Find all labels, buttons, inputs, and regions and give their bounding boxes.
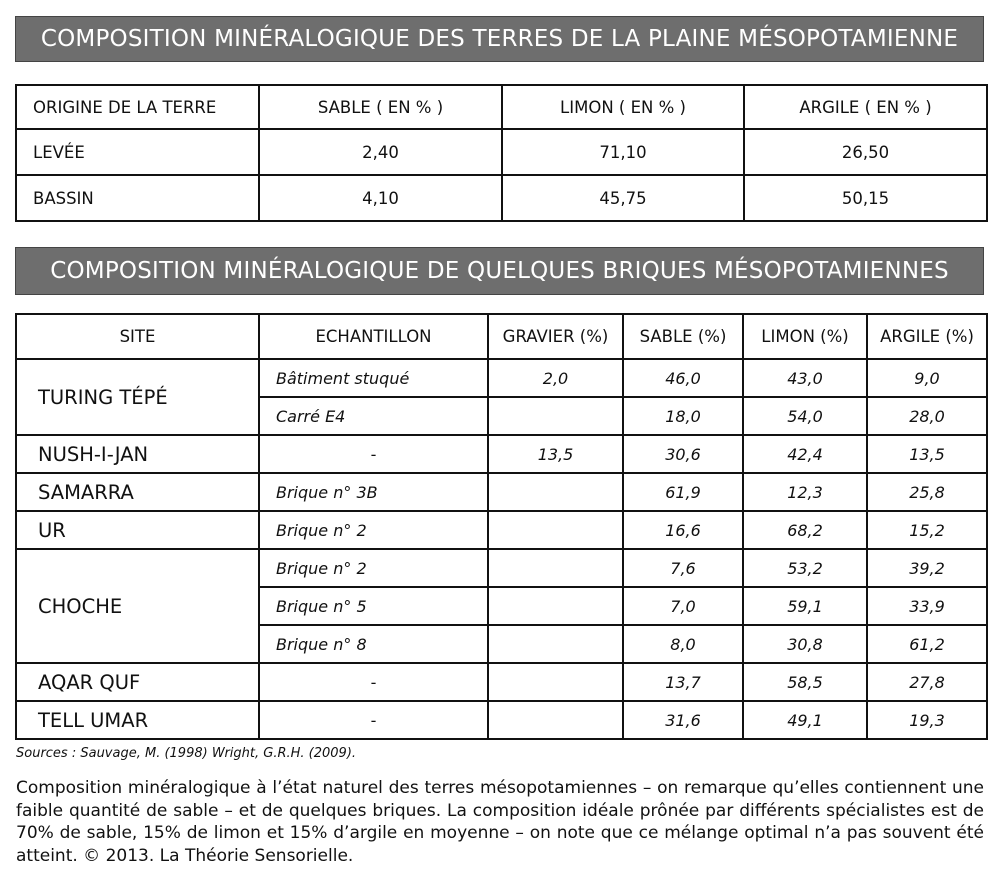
section1-title-banner bbox=[15, 16, 984, 62]
cell-limon: 49,1 bbox=[743, 701, 867, 739]
cell-gravier bbox=[488, 473, 623, 511]
cell-limon: 68,2 bbox=[743, 511, 867, 549]
header-argile: ARGILE ( EN % ) bbox=[744, 85, 987, 129]
cell-limon: 53,2 bbox=[743, 549, 867, 587]
header-echantillon: ECHANTILLON bbox=[259, 314, 488, 359]
cell-limon: 59,1 bbox=[743, 587, 867, 625]
cell-echantillon: Brique n° 3B bbox=[259, 473, 488, 511]
header-argile: ARGILE (%) bbox=[867, 314, 987, 359]
cell-sable: 16,6 bbox=[623, 511, 743, 549]
cell-gravier: 2,0 bbox=[488, 359, 623, 397]
cell-site: NUSH-I-JAN bbox=[16, 435, 259, 473]
cell-limon: 12,3 bbox=[743, 473, 867, 511]
cell-limon: 71,10 bbox=[502, 129, 744, 175]
cell-sable: 31,6 bbox=[623, 701, 743, 739]
cell-gravier: 13,5 bbox=[488, 435, 623, 473]
cell-gravier bbox=[488, 397, 623, 435]
cell-echantillon: - bbox=[259, 435, 488, 473]
table-header-row bbox=[16, 314, 987, 359]
cell-gravier bbox=[488, 625, 623, 663]
header-sable: SABLE ( EN % ) bbox=[259, 85, 502, 129]
cell-echantillon: Brique n° 2 bbox=[259, 511, 488, 549]
cell-argile: 27,8 bbox=[867, 663, 987, 701]
cell-gravier bbox=[488, 587, 623, 625]
cell-limon: 42,4 bbox=[743, 435, 867, 473]
cell-sable: 2,40 bbox=[259, 129, 502, 175]
cell-limon: 58,5 bbox=[743, 663, 867, 701]
cell-argile: 50,15 bbox=[744, 175, 987, 221]
cell-site: TELL UMAR bbox=[16, 701, 259, 739]
table-row bbox=[16, 701, 987, 739]
cell-site: SAMARRA bbox=[16, 473, 259, 511]
header-site: SITE bbox=[16, 314, 259, 359]
cell-argile: 25,8 bbox=[867, 473, 987, 511]
cell-echantillon: - bbox=[259, 701, 488, 739]
table-row bbox=[16, 511, 987, 549]
cell-argile: 15,2 bbox=[867, 511, 987, 549]
table-row bbox=[16, 435, 987, 473]
cell-argile: 26,50 bbox=[744, 129, 987, 175]
table-row bbox=[16, 359, 987, 397]
soil-composition-table bbox=[15, 84, 988, 222]
section2-title: COMPOSITION MINÉRALOGIQUE DE QUELQUES BRIQUES MÉSOPOTAMIENNES bbox=[50, 258, 949, 284]
cell-gravier bbox=[488, 663, 623, 701]
cell-site: AQAR QUF bbox=[16, 663, 259, 701]
brick-composition-table bbox=[15, 313, 988, 740]
cell-sable: 7,6 bbox=[623, 549, 743, 587]
cell-origine: BASSIN bbox=[16, 175, 259, 221]
cell-echantillon: Brique n° 5 bbox=[259, 587, 488, 625]
header-limon: LIMON (%) bbox=[743, 314, 867, 359]
cell-argile: 39,2 bbox=[867, 549, 987, 587]
table-row bbox=[16, 549, 987, 587]
cell-sable: 4,10 bbox=[259, 175, 502, 221]
header-gravier: GRAVIER (%) bbox=[488, 314, 623, 359]
cell-site: CHOCHE bbox=[16, 549, 259, 663]
cell-limon: 45,75 bbox=[502, 175, 744, 221]
cell-sable: 7,0 bbox=[623, 587, 743, 625]
table-row bbox=[16, 129, 987, 175]
header-limon: LIMON ( EN % ) bbox=[502, 85, 744, 129]
section2-title-banner bbox=[15, 247, 984, 295]
cell-argile: 13,5 bbox=[867, 435, 987, 473]
cell-argile: 9,0 bbox=[867, 359, 987, 397]
caption-text: Composition minéralogique à l’état naturel des terres mésopotamiennes – on remarque qu’elles contiennent une faible quantité de sable – et de quelques briques. La composition idéale prônée par différents spécialistes est de 70% de sable, 15% de limon et 15% d’argile en moyenne – on note que ce mélange optimal n’a pas souvent été atteint. © 2013. La Théorie Sensorielle. bbox=[16, 778, 984, 866]
cell-limon: 43,0 bbox=[743, 359, 867, 397]
section1-title: COMPOSITION MINÉRALOGIQUE DES TERRES DE LA PLAINE MÉSOPOTAMIENNE bbox=[40, 26, 959, 52]
cell-sable: 61,9 bbox=[623, 473, 743, 511]
cell-argile: 28,0 bbox=[867, 397, 987, 435]
cell-sable: 13,7 bbox=[623, 663, 743, 701]
cell-echantillon: Brique n° 8 bbox=[259, 625, 488, 663]
cell-sable: 18,0 bbox=[623, 397, 743, 435]
cell-argile: 61,2 bbox=[867, 625, 987, 663]
header-sable: SABLE (%) bbox=[623, 314, 743, 359]
cell-gravier bbox=[488, 511, 623, 549]
cell-echantillon: Carré E4 bbox=[259, 397, 488, 435]
cell-limon: 30,8 bbox=[743, 625, 867, 663]
table-header-row bbox=[16, 85, 987, 129]
cell-origine: LEVÉE bbox=[16, 129, 259, 175]
cell-sable: 46,0 bbox=[623, 359, 743, 397]
cell-argile: 19,3 bbox=[867, 701, 987, 739]
cell-limon: 54,0 bbox=[743, 397, 867, 435]
cell-argile: 33,9 bbox=[867, 587, 987, 625]
table-row bbox=[16, 473, 987, 511]
cell-sable: 30,6 bbox=[623, 435, 743, 473]
cell-echantillon: Bâtiment stuqué bbox=[259, 359, 488, 397]
cell-gravier bbox=[488, 701, 623, 739]
header-origine: ORIGINE DE LA TERRE bbox=[16, 85, 259, 129]
cell-echantillon: - bbox=[259, 663, 488, 701]
sources-note: Sources : Sauvage, M. (1998) Wright, G.R.H. (2009). bbox=[16, 746, 357, 761]
cell-site: UR bbox=[16, 511, 259, 549]
cell-site: TURING TÉPÉ bbox=[16, 359, 259, 435]
table-row bbox=[16, 175, 987, 221]
cell-echantillon: Brique n° 2 bbox=[259, 549, 488, 587]
cell-sable: 8,0 bbox=[623, 625, 743, 663]
table-row bbox=[16, 663, 987, 701]
cell-gravier bbox=[488, 549, 623, 587]
